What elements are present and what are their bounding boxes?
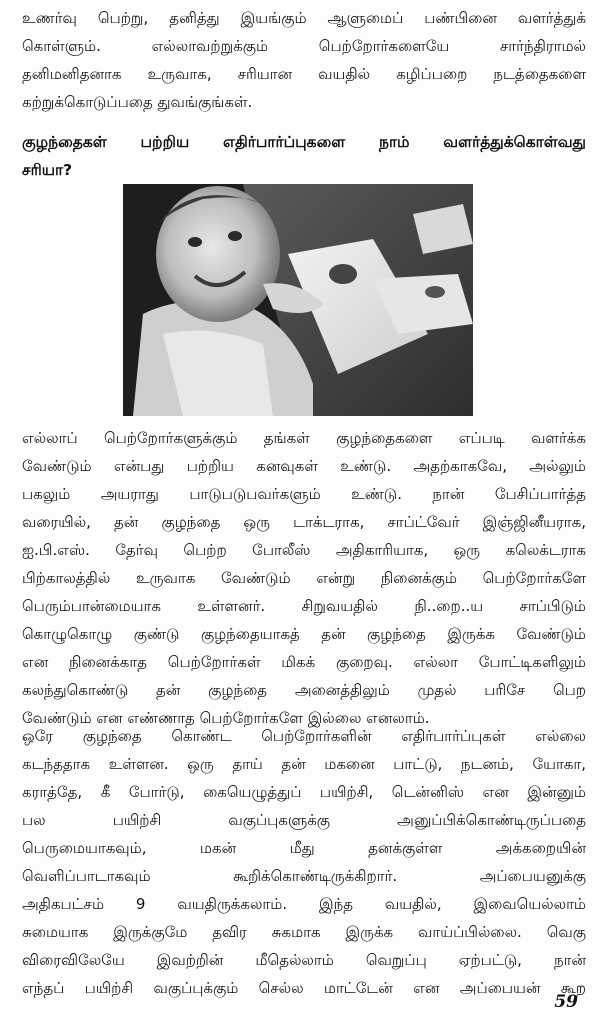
paragraph-1-line: தனிமனிதனாக உருவாக, சரியான வயதில் கழிப்பறை நடத்தைகளை xyxy=(22,65,586,83)
paragraph-1-line: கொள்ளும். எல்லாவற்றுக்கும் பெற்றோர்களையே சார்ந்திராமல் xyxy=(22,37,586,55)
paragraph-2-line: பகலும் அயராது பாடுபடுபவர்களும் உண்டு. நான் பேசிப்பார்த்த xyxy=(22,485,586,503)
paragraph-2-line: கொழுகொழு குண்டு குழந்தையாகத் தன் குழந்தை இருக்க வேண்டும் xyxy=(22,625,586,643)
paragraph-2-line: வேண்டும் என்பது பற்றிய கனவுகள் உண்டு. அதற்காகவே, அல்லும் xyxy=(22,457,586,475)
paragraph-1 xyxy=(22,4,586,116)
paragraph-3-line: வெளிப்பாடாகவும் கூறிக்கொண்டிருக்கிறார். அப்பையனுக்கு xyxy=(22,867,586,885)
paragraph-2-line: ஐ.பி.எஸ். தேர்வு பெற்ற போலீஸ் அதிகாரியாக, ஒரு கலெக்டராக xyxy=(22,541,586,559)
paragraph-3-line: கடந்ததாக உள்ளன. ஒரு தாய் தன் மகனை பாட்டு, நடனம், யோகா, xyxy=(22,755,586,773)
paragraph-2-line: பெரும்பான்மையாக உள்ளனர். சிறுவயதில் நி..றை..ய சாப்பிடும் xyxy=(22,597,586,615)
paragraph-1-line: உணர்வு பெற்று, தனித்து இயங்கும் ஆளுமைப் பண்பினை வளர்த்துக் xyxy=(22,9,586,27)
paragraph-3-line: பெருமையாகவும், மகன் மீது தனக்குள்ள அக்கறையின் xyxy=(22,839,586,857)
paragraph-3-line: சுமையாக இருக்குமே தவிர சுகமாக இருக்க வாய்ப்பில்லை. வெகு xyxy=(22,923,586,941)
paragraph-3-line: பல பயிற்சி வகுப்புகளுக்கு அனுப்பிக்கொண்டிருப்பதை xyxy=(22,811,586,829)
paragraph-2-line: வரையில், தன் குழந்தை ஒரு டாக்டராக, சாப்ட்வேர் இஞ்ஜினீயராக, xyxy=(22,513,586,531)
paragraph-3-line: எந்தப் பயிற்சி வகுப்புக்கும் செல்ல மாட்டேன் என அப்பையன் கூற xyxy=(22,979,586,997)
page-number: 59 xyxy=(554,992,578,1012)
heading-line: குழந்தைகள் பற்றிய எதிர்பார்ப்புகளை நாம் வளர்த்துக்கொள்வது xyxy=(22,133,586,151)
paragraph-3-line: கராத்தே, கீ போர்டு, கையெழுத்துப் பயிற்சி, டென்னிஸ் என இன்னும் xyxy=(22,783,586,801)
paragraph-3-line: ஒரே குழந்தை கொண்ட பெற்றோர்களின் எதிர்பார்ப்புகள் எல்லை xyxy=(22,727,586,745)
paragraph-3-line: அதிகபட்சம் 9 வயதிருக்கலாம். இந்த வயதில், இவையெல்லாம் xyxy=(22,895,586,913)
child-photo-image xyxy=(123,184,473,416)
paragraph-2 xyxy=(22,424,586,732)
paragraph-2-line: வேண்டும் என எண்ணாத பெற்றோர்களே இல்லை எனலாம். xyxy=(22,709,430,727)
paragraph-3 xyxy=(22,722,586,1002)
paragraph-2-line: எல்லாப் பெற்றோர்களுக்கும் தங்கள் குழந்தைகளை எப்படி வளர்க்க xyxy=(22,429,586,447)
child-photo xyxy=(123,184,473,416)
paragraph-3-line: விரைவிலேயே இவற்றின் மீதெல்லாம் வெறுப்பு ஏற்பட்டு, நான் xyxy=(22,951,586,969)
paragraph-2-line: பிற்காலத்தில் உருவாக வேண்டும் என்று நினைக்கும் பெற்றோர்களே xyxy=(22,569,586,587)
paragraph-2-line: என நினைக்காத பெற்றோர்கள் மிகக் குறைவு. எல்லா போட்டிகளிலும் xyxy=(22,653,586,671)
paragraph-2-line: கலந்துகொண்டு தன் குழந்தை அனைத்திலும் முதல் பரிசே பெற xyxy=(22,681,586,699)
paragraph-1-line: கற்றுக்கொடுப்பதை துவங்குங்கள். xyxy=(22,93,253,111)
heading-line: சரியா? xyxy=(22,161,73,179)
section-heading xyxy=(22,128,586,184)
